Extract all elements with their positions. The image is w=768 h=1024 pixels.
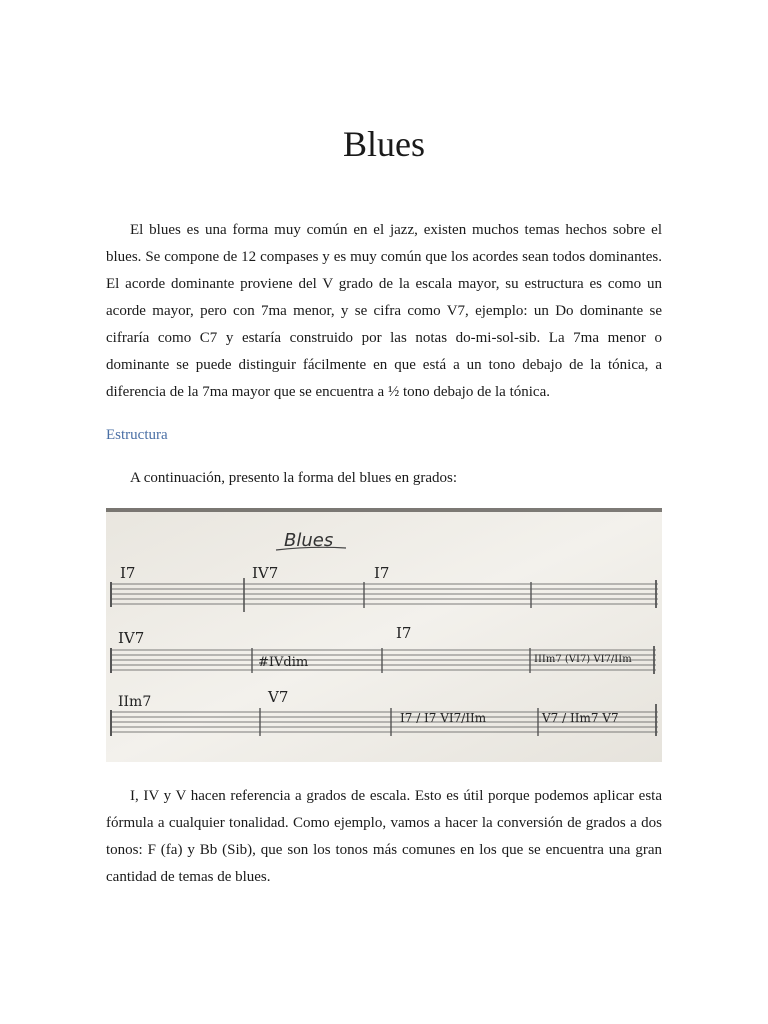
intro-paragraph: El blues es una forma muy común en el jazz, existen muchos temas hechos sobre el blues. Se compone de 12 compases y es muy común que los acordes sean todos dominantes. El acorde dominante proviene del V grado de la escala mayor, su estructura es como un acorde mayor, pero con 7ma menor, y se cifra como V7, ejemplo: un Do dominante se cifraría como C7 y estaría construido por las notas do-mi-sol-sib. La 7ma menor o dominante se puede distinguir fácilmente en que está a un tono debajo de la tónica, a diferencia de la 7ma mayor que se encuentra a ½ tono debajo de la tónica.	[106, 222, 662, 400]
page-title: Blues	[342, 124, 425, 164]
chord-r2-m3: I7	[396, 624, 412, 642]
blues-chart-photo	[106, 508, 662, 762]
outro-paragraph: I, IV y V hacen referencia a grados de escala. Esto es útil porque podemos aplicar esta fórmula a cualquier tonalidad. Como ejemplo, vamos a hacer la conversión de grados a dos tonos: F (fa) y Bb (Sib), que son los tonos más comunes en los que se encuentra una gran cantidad de temas de blues.	[106, 788, 662, 885]
chord-r1-m1: I7	[120, 564, 136, 582]
chord-r1-m2: IV7	[252, 564, 279, 582]
chord-r2-m4: IIIm7 (VI7) VI7/IIm	[534, 654, 632, 665]
lead-in-paragraph: A continuación, presento la forma del blues en grados:	[130, 470, 457, 486]
chord-r1-m3: I7	[374, 564, 390, 582]
section-heading: Estructura	[106, 427, 168, 443]
chord-r2-m2: #IVdim	[258, 655, 309, 670]
handwritten-staff-image	[106, 508, 662, 762]
chord-r3-m3: I7 / I7 VI7/IIm	[400, 711, 487, 725]
chord-r3-m1: IIm7	[118, 694, 152, 710]
chord-r3-m4: V7 / IIm7 V7	[542, 711, 619, 725]
chord-r3-m2: V7	[268, 688, 289, 706]
chord-r2-m1: IV7	[118, 629, 145, 647]
handwritten-title: Blues	[284, 530, 334, 551]
